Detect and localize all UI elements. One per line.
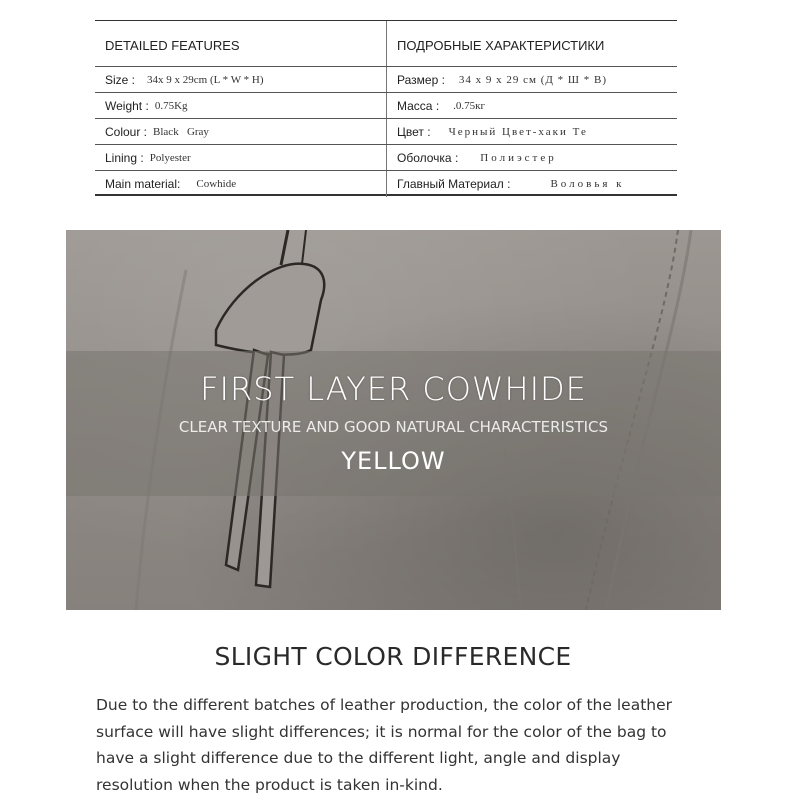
spec-row-lining <box>95 145 677 171</box>
spec-label-colour: Colour : <box>105 124 148 139</box>
spec-cell-en <box>95 171 386 197</box>
spec-cell-ru <box>386 67 677 92</box>
spec-label-size: Size : <box>105 72 136 87</box>
spec-row-material <box>95 171 677 197</box>
spec-value-colour-ru: Черный Цвет-хаки Те <box>448 125 588 138</box>
spec-row-colour <box>95 119 677 145</box>
photo-color-label: YELLOW <box>341 447 446 475</box>
spec-value-colour: Black Gray <box>153 125 209 138</box>
spec-value-material-ru: Воловья к <box>550 178 625 190</box>
spec-value-size-ru: 34 x 9 x 29 см (Д * Ш * В) <box>458 73 608 86</box>
photo-subtitle: CLEAR TEXTURE AND GOOD NATURAL CHARACTERISTICS <box>178 418 609 436</box>
section-title: SLIGHT COLOR DIFFERENCE <box>214 642 572 671</box>
spec-header-en-text: DETAILED FEATURES <box>105 38 240 53</box>
tab-strap-edge <box>302 230 306 264</box>
spec-cell-ru <box>386 145 677 170</box>
spec-row-size <box>95 67 677 93</box>
spec-cell-ru <box>386 93 677 118</box>
spec-header-row <box>95 21 677 67</box>
spec-value-lining: Polyester <box>149 151 191 164</box>
spec-header-en <box>95 21 386 66</box>
spec-cell-ru <box>386 119 677 144</box>
spec-value-weight-ru: .0.75кг <box>453 99 486 112</box>
spec-cell-en <box>95 145 386 170</box>
spec-label-material-ru: Главный Материал : <box>397 177 511 191</box>
tab-strap <box>281 230 288 265</box>
spec-table <box>95 20 677 196</box>
spec-value-material: Cowhide <box>196 178 237 190</box>
leather-tab <box>216 264 324 355</box>
spec-header-ru-text: ПОДРОБНЫЕ ХАРАКТЕРИСТИКИ <box>397 38 605 53</box>
spec-cell-en <box>95 119 386 144</box>
spec-value-weight: 0.75Kg <box>154 99 188 112</box>
spec-value-lining-ru: Полиэстер <box>480 151 557 164</box>
spec-label-weight: Weight : <box>105 98 149 113</box>
spec-cell-en <box>95 67 386 92</box>
spec-label-lining-ru: Оболочка : <box>397 150 459 165</box>
spec-label-lining: Lining : <box>105 150 144 165</box>
spec-label-material: Main material: <box>105 177 181 191</box>
section-body: Due to the different batches of leather production, the color of the leather surface will have slight differences; it is normal for the color of the bag to have a slight difference due to the different light, angle and display resolution when the product is taken in-kind. <box>96 696 672 794</box>
photo-title: FIRST LAYER COWHIDE <box>200 370 587 408</box>
spec-label-size-ru: Размер : <box>397 72 445 87</box>
spec-label-colour-ru: Цвет : <box>397 124 431 139</box>
spec-header-ru <box>386 21 677 66</box>
leather-photo <box>66 230 721 610</box>
spec-value-size: 34x 9 x 29cm (L * W * H) <box>147 73 264 86</box>
spec-label-weight-ru: Масса : <box>397 98 440 113</box>
spec-row-weight <box>95 93 677 119</box>
spec-cell-ru <box>386 171 677 197</box>
spec-cell-en <box>95 93 386 118</box>
